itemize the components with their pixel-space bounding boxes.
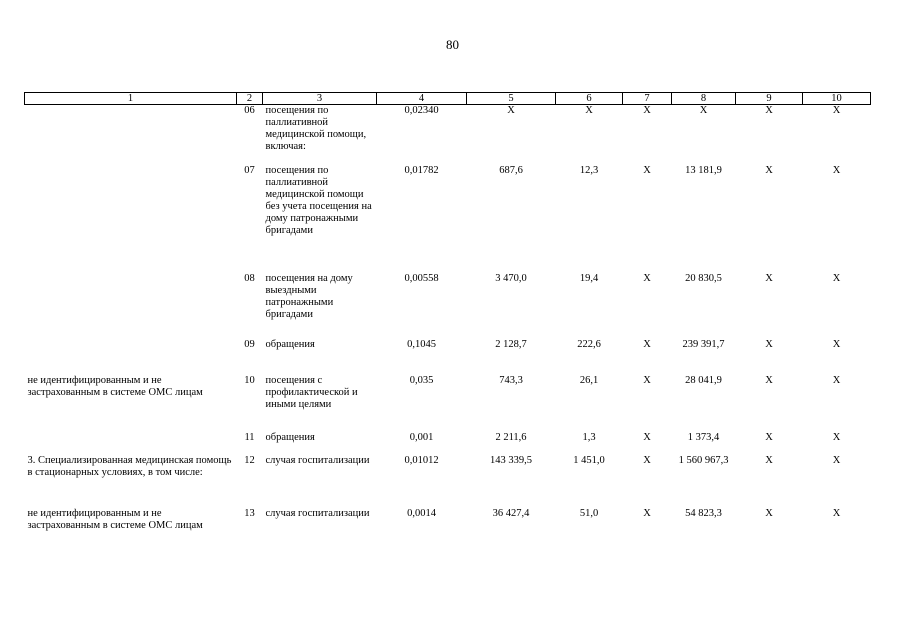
cell-category: не идентифицированным и не застрахованным в системе ОМС лицам: [27, 375, 203, 398]
table-row: [25, 432, 871, 455]
cell-col10: Х: [832, 508, 841, 519]
cell-unit: посещения по паллиативной медицинской помощи без учета посещения на дому патронажными бригадами: [265, 165, 372, 236]
cell-category: не идентифицированным и не застрахованным в системе ОМС лицам: [27, 508, 203, 531]
cell-col10: Х: [832, 273, 841, 284]
cell-category: 3. Специализированная медицинская помощь в стационарных условиях, в том числе:: [27, 455, 232, 478]
cell-col6: 1,3: [582, 432, 596, 443]
cell-col5: 687,6: [499, 165, 523, 176]
cell-col7: Х: [643, 339, 651, 350]
cell-col9: Х: [765, 339, 773, 350]
cell-col4: 0,035: [409, 375, 434, 386]
cell-col7: Х: [643, 375, 651, 386]
table-row: [25, 375, 871, 432]
cell-col9: Х: [765, 432, 773, 443]
cell-col9: Х: [765, 165, 773, 176]
col-header-9: 9: [736, 93, 803, 105]
cell-col6: 19,4: [579, 273, 599, 284]
cell-col9: Х: [765, 273, 773, 284]
cell-col5: Х: [507, 105, 515, 116]
cell-col5: 143 339,5: [490, 455, 532, 466]
data-table: [24, 92, 871, 554]
cell-col6: Х: [585, 105, 593, 116]
cell-unit: посещения на дому выездными патронажными бригадами: [265, 273, 353, 320]
cell-col6: 26,1: [579, 375, 599, 386]
cell-col8: 1 560 967,3: [678, 455, 729, 466]
table-row: [25, 455, 871, 508]
cell-category: [25, 165, 237, 273]
cell-col6: 222,6: [577, 339, 601, 350]
cell-col4: 0,001: [409, 432, 434, 443]
cell-col4: 0,01782: [404, 165, 439, 176]
cell-line-number: 12: [244, 455, 255, 466]
cell-col5: 743,3: [499, 375, 523, 386]
cell-line-number: 11: [244, 432, 255, 443]
col-header-2: 2: [237, 93, 263, 105]
cell-line-number: 13: [244, 508, 255, 519]
cell-col10: Х: [832, 105, 841, 116]
cell-col7: Х: [643, 508, 651, 519]
cell-line-number: 06: [244, 105, 255, 116]
cell-col8: 20 830,5: [685, 273, 722, 284]
cell-col6: 12,3: [579, 165, 599, 176]
table-row: [25, 165, 871, 273]
cell-col10: Х: [832, 165, 841, 176]
cell-line-number: 08: [244, 273, 255, 284]
cell-col8: 239 391,7: [682, 339, 725, 350]
cell-col10: Х: [832, 339, 841, 350]
table-row: [25, 105, 871, 166]
cell-line-number: 09: [244, 339, 255, 350]
cell-col7: Х: [643, 432, 651, 443]
col-header-6: 6: [556, 93, 623, 105]
col-header-7: 7: [623, 93, 672, 105]
cell-col4: 0,0014: [407, 508, 436, 519]
cell-col8: 54 823,3: [685, 508, 722, 519]
table-row: [25, 273, 871, 339]
cell-unit: обращения: [265, 339, 315, 350]
cell-unit: обращения: [265, 432, 315, 443]
cell-col7: Х: [643, 273, 651, 284]
cell-col8: 28 041,9: [685, 375, 722, 386]
cell-unit: случая госпитализации: [265, 508, 370, 519]
cell-col7: Х: [643, 165, 651, 176]
cell-unit: случая госпитализации: [265, 455, 370, 466]
col-header-5: 5: [467, 93, 556, 105]
cell-col4: 0,00558: [404, 273, 439, 284]
cell-col9: Х: [765, 455, 773, 466]
cell-col5: 2 211,6: [495, 432, 527, 443]
table-row: [25, 508, 871, 554]
cell-col8: 1 373,4: [687, 432, 720, 443]
cell-col10: Х: [832, 375, 841, 386]
table-row: [25, 339, 871, 375]
cell-category: [25, 105, 237, 166]
cell-col6: 51,0: [579, 508, 599, 519]
col-header-3: 3: [263, 93, 377, 105]
cell-line-number: 07: [244, 165, 255, 176]
cell-category: [25, 273, 237, 339]
cell-col5: 2 128,7: [495, 339, 527, 350]
cell-col7: Х: [643, 105, 651, 116]
page-number: 80: [446, 37, 459, 52]
cell-col8: Х: [699, 105, 708, 116]
cell-col7: Х: [643, 455, 651, 466]
col-header-8: 8: [672, 93, 736, 105]
cell-unit: посещения по паллиативной медицинской помощи, включая:: [265, 105, 367, 152]
cell-col8: 13 181,9: [685, 165, 722, 176]
cell-col6: 1 451,0: [573, 455, 605, 466]
cell-col5: 36 427,4: [492, 508, 530, 519]
cell-category: [25, 339, 237, 375]
cell-col10: Х: [832, 432, 841, 443]
cell-col9: Х: [765, 508, 773, 519]
cell-col5: 3 470,0: [495, 273, 527, 284]
cell-col10: Х: [832, 455, 841, 466]
cell-col4: 0,01012: [404, 455, 439, 466]
header-row: [25, 93, 871, 105]
col-header-10: 10: [803, 93, 871, 105]
col-header-4: 4: [377, 93, 467, 105]
cell-col9: Х: [765, 375, 773, 386]
cell-col9: Х: [765, 105, 773, 116]
cell-line-number: 10: [244, 375, 255, 386]
cell-unit: посещения с профилактической и иными целями: [265, 375, 358, 410]
col-header-1: 1: [25, 93, 237, 105]
cell-category: [25, 432, 237, 455]
cell-col4: 0,1045: [407, 339, 436, 350]
cell-col4: 0,02340: [404, 105, 439, 116]
